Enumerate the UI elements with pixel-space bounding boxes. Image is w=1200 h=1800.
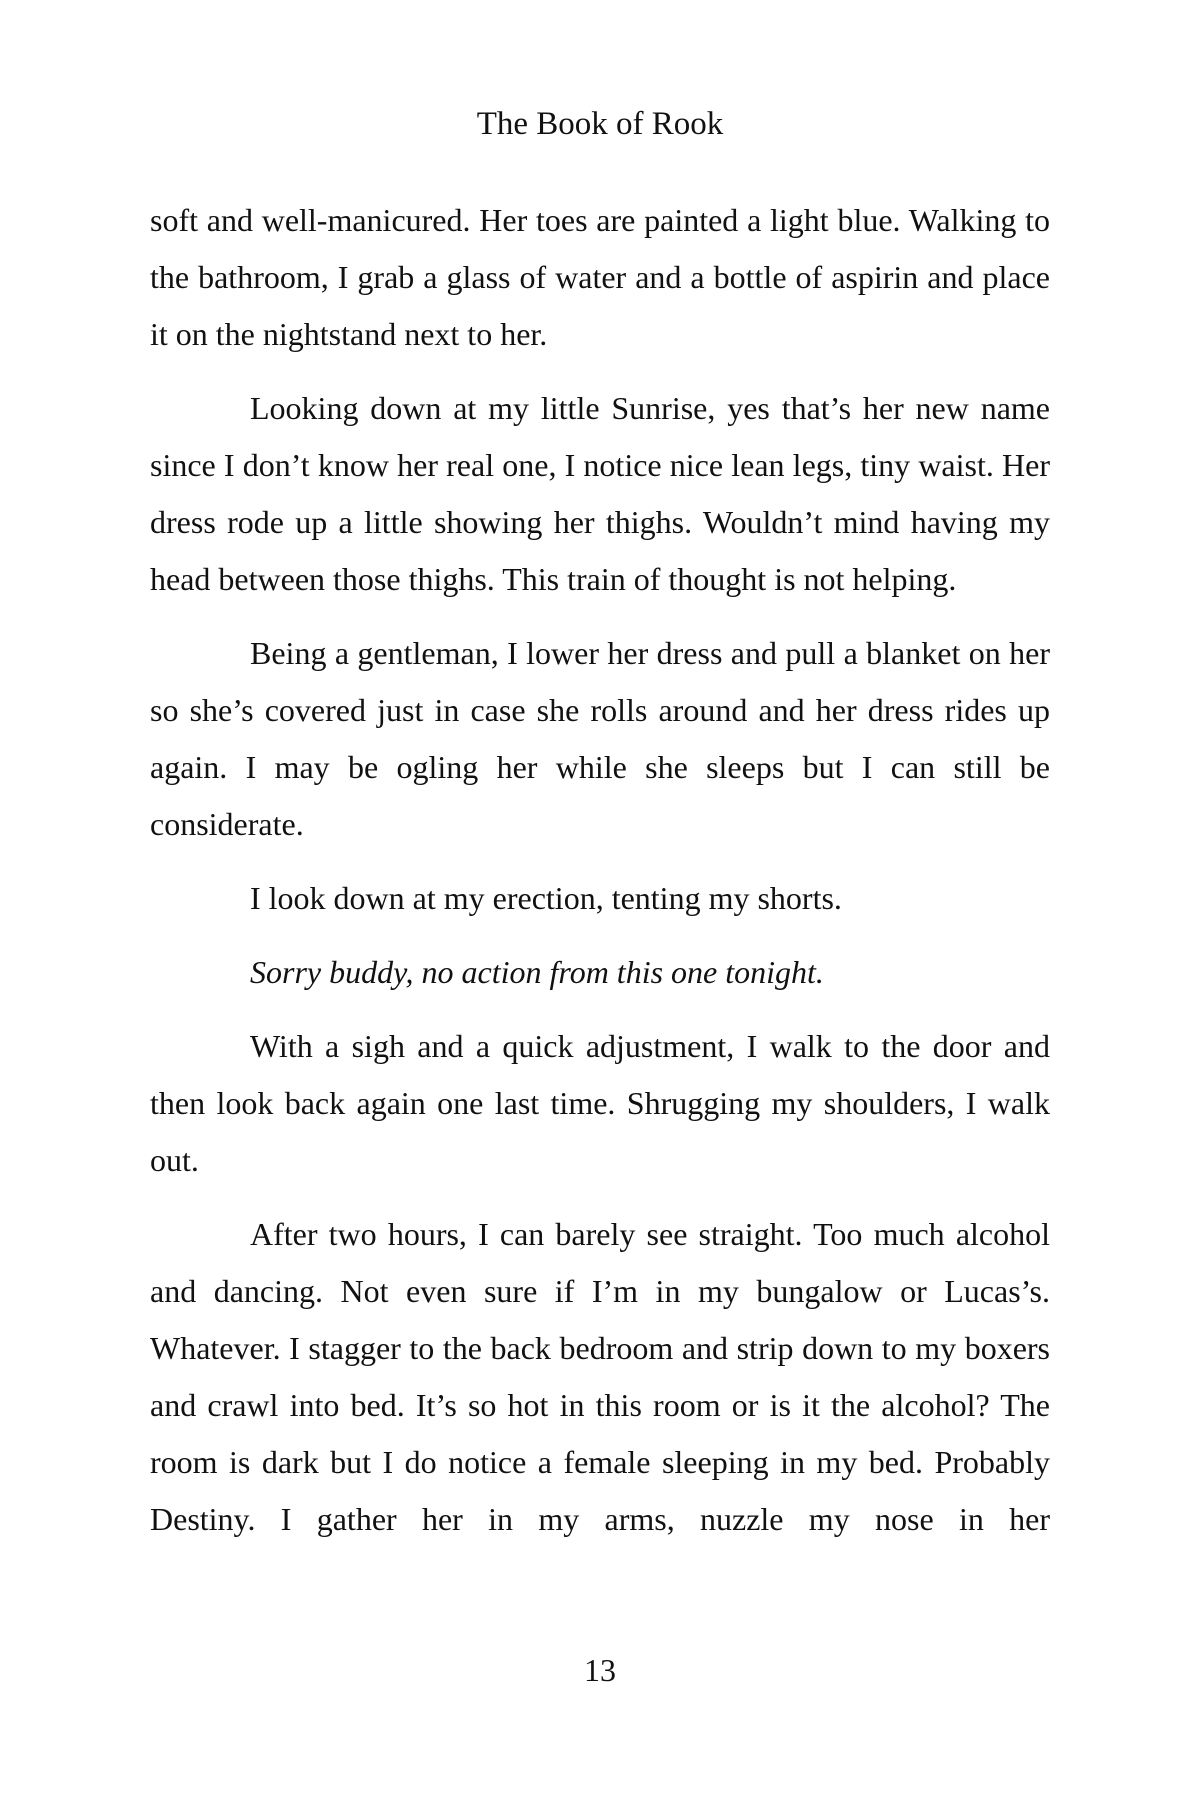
paragraph: Looking down at my little Sunrise, yes that’s her new name since I don’t know her real one, I notice nice lean legs, tiny waist. Her dress rode up a little showing her thighs. Wouldn’t mind having my head between those thighs. This train of thought is not helping. <box>150 390 1050 597</box>
paragraph-inner-thought: Sorry buddy, no action from this one tonight. <box>250 954 824 990</box>
paragraph-continues: After two hours, I can barely see straight. Too much alcohol and dancing. Not even sure if I’m in my bungalow or Lucas’s. Whatever. I stagger to the back bedroom and strip down to my boxers and crawl into bed. It’s so hot in this room or is it the alcohol? The room is dark but I do notice a female sleeping in my bed. Probably Destiny. I gather her in my arms, nuzzle my nose in her <box>150 1216 1050 1537</box>
paragraph: With a sigh and a quick adjustment, I walk to the door and then look back again one last time. Shrugging my shoulders, I walk out. <box>150 1028 1050 1178</box>
running-header: The Book of Rook <box>476 106 724 142</box>
body-text <box>150 192 1050 1548</box>
paragraph: Being a gentleman, I lower her dress and pull a blanket on her so she’s covered just in case she rolls around and her dress rides up again. I may be ogling her while she sleeps but I can still be considerate. <box>150 635 1050 842</box>
paragraph-continued: soft and well-manicured. Her toes are painted a light blue. Walking to the bathroom, I grab a glass of water and a bottle of aspirin and place it on the nightstand next to her. <box>150 202 1050 352</box>
page-number: 13 <box>584 1652 616 1688</box>
paragraph: I look down at my erection, tenting my shorts. <box>250 880 842 916</box>
